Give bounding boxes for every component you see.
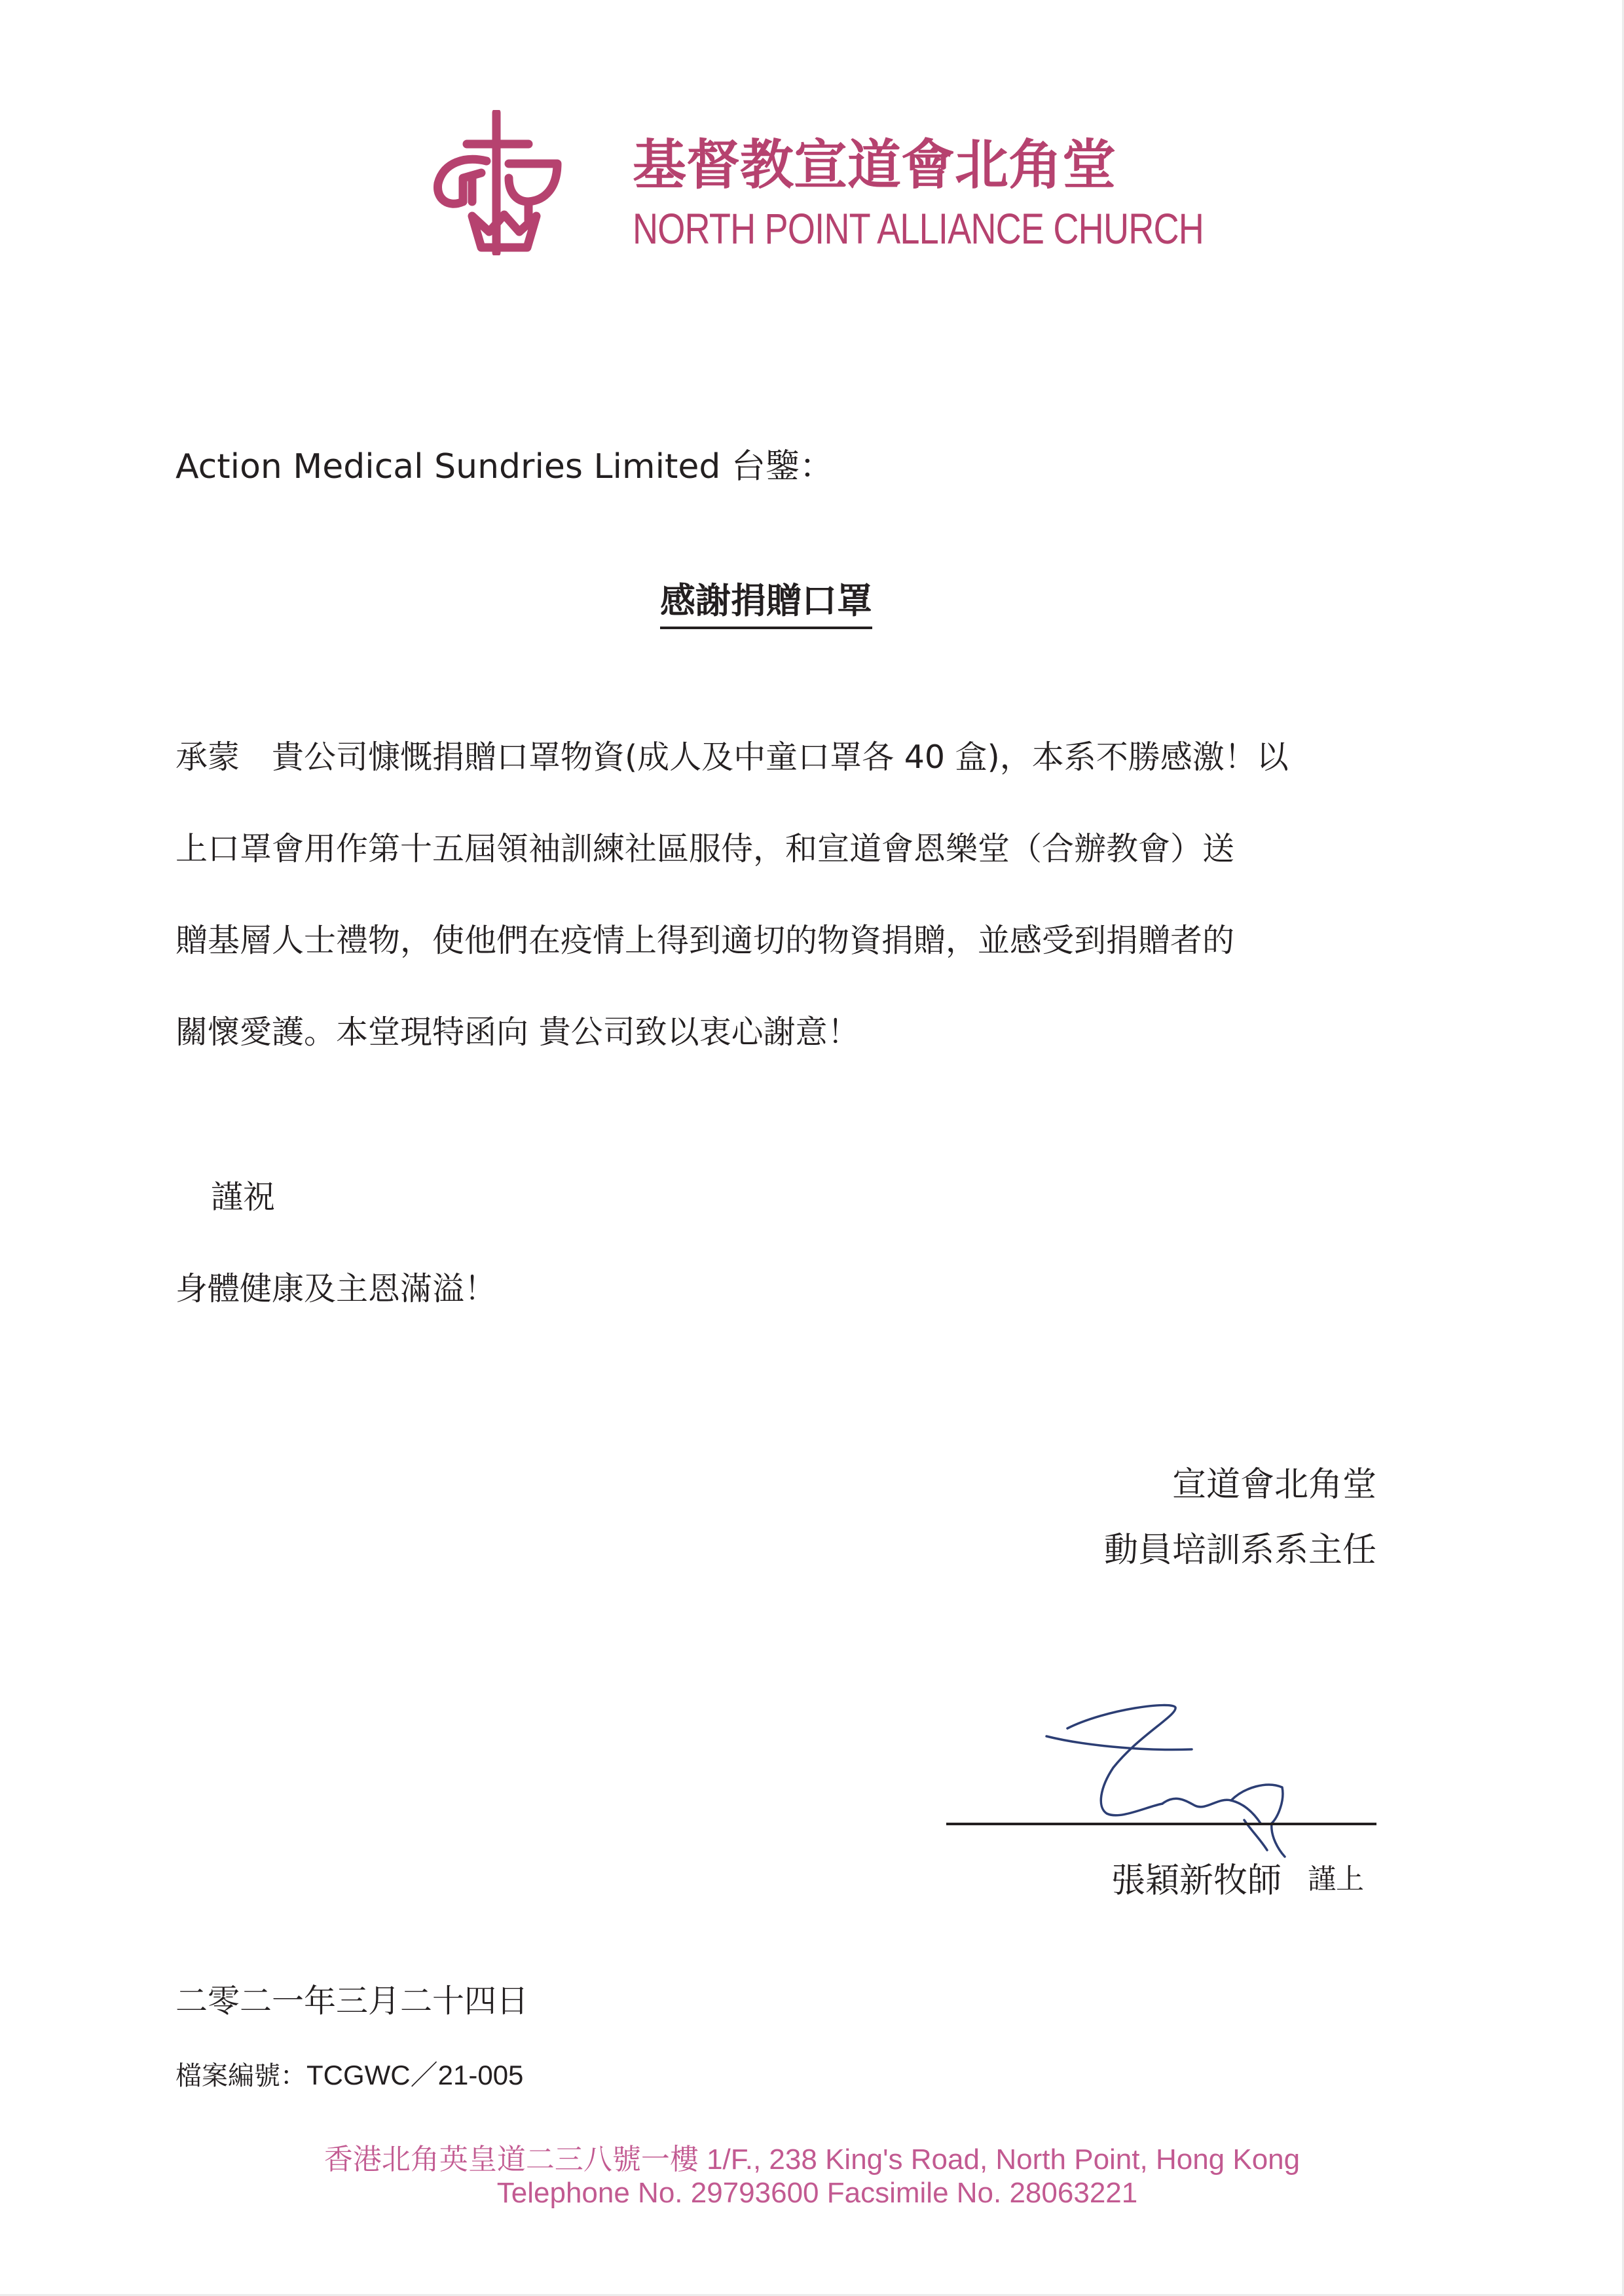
body-line: 贈基層人士禮物，使他們在疫情上得到適切的物資捐贈，並感受到捐贈者的 bbox=[175, 922, 1235, 959]
signer-name: 張穎新牧師 bbox=[1111, 1861, 1282, 1901]
reference-number: TCGWC／21-005 bbox=[306, 2060, 524, 2090]
handwritten-signature bbox=[1035, 1689, 1323, 1859]
sender-department: 動員培訓系系主任 bbox=[1103, 1531, 1376, 1570]
org-name-english: NORTH POINT ALLIANCE CHURCH bbox=[633, 204, 1204, 253]
letter-subject: 感謝捐贈口罩 bbox=[660, 580, 872, 629]
body-line: 關懷愛護。本堂現特函向 貴公司致以衷心謝意！ bbox=[175, 1013, 860, 1051]
closing-blessing: 身體健康及主恩滿溢！ bbox=[175, 1270, 497, 1307]
reference-label: 檔案編號： bbox=[175, 2061, 306, 2091]
recipient-salutation: Action Medical Sundries Limited 台鑒： bbox=[175, 447, 834, 486]
signature-line bbox=[946, 1823, 1376, 1825]
letter-date: 二零二一年三月二十四日 bbox=[175, 1982, 529, 2020]
org-name-chinese: 基督教宣道會北角堂 bbox=[633, 134, 1116, 196]
body-line: 承蒙 貴公司慷慨捐贈口罩物資(成人及中童口罩各 40 盒)，本系不勝感激！以 bbox=[175, 738, 1289, 776]
church-logo-icon bbox=[429, 110, 570, 255]
sender-organization: 宣道會北角堂 bbox=[1172, 1465, 1376, 1504]
reference bbox=[175, 2054, 523, 2093]
footer-address: 香港北角英皇道二三八號一樓 1/F., 238 King's Road, North Point, Hong Kong bbox=[323, 2143, 1301, 2176]
closing-greeting: 謹祝 bbox=[211, 1178, 276, 1216]
body-line: 上口罩會用作第十五屆領袖訓練社區服侍，和宣道會恩樂堂（合辦教會）送 bbox=[175, 830, 1235, 867]
footer-contact: Telephone No. 29793600 Facsimile No. 28063221 bbox=[496, 2177, 1138, 2209]
signer-suffix: 謹上 bbox=[1308, 1863, 1364, 1896]
